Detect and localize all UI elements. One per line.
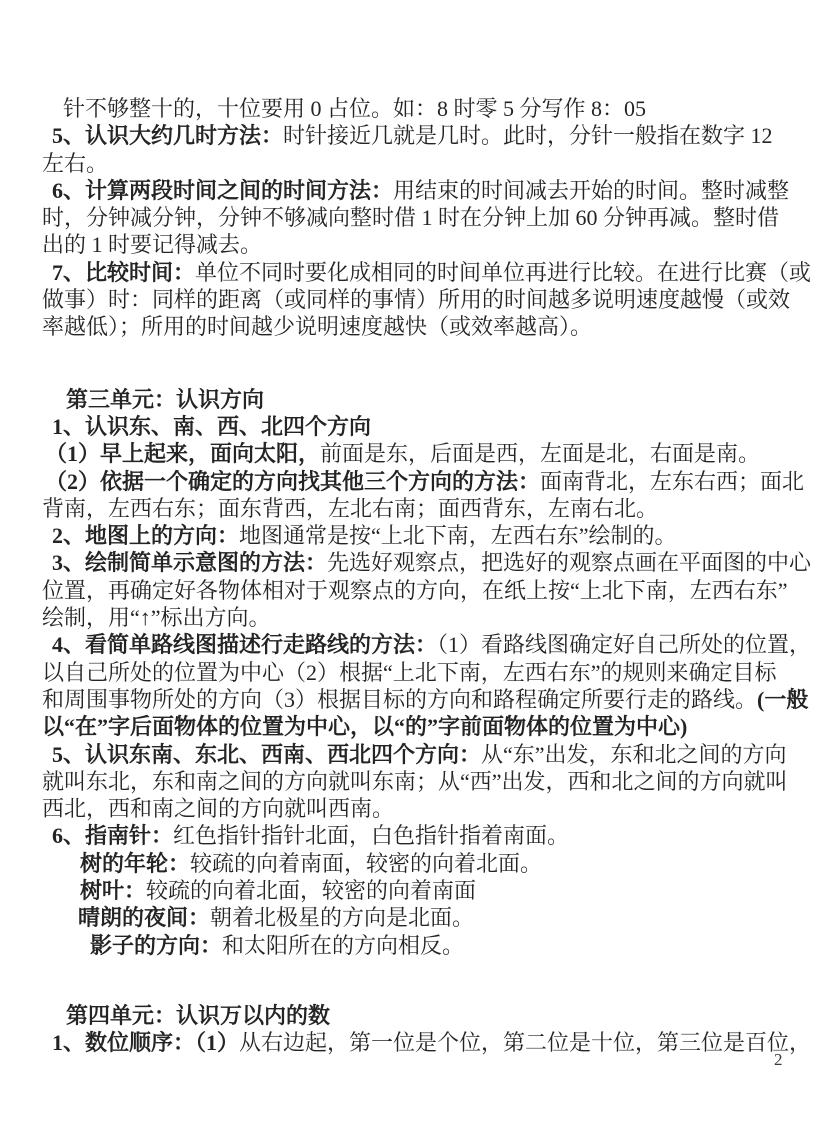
bold-text-segment: 3、绘制简单示意图的方法： <box>52 550 328 576</box>
section-gap <box>0 341 835 386</box>
text-segment: 用结束的时间减去开始的时间。整时减整 <box>393 177 790 203</box>
bold-text-segment: 6、计算两段时间之间的时间方法： <box>52 177 394 203</box>
text-segment: 出的 1 时要记得减去。 <box>42 232 263 258</box>
text-segment: 和周围事物所处的方向（3）根据目标的方向和路程确定所要行走的路线。 <box>42 686 758 712</box>
text-line <box>0 822 835 849</box>
text-segment: 前面是东，后面是西，左面是北，右面是南。 <box>320 441 761 467</box>
text-line <box>0 522 835 549</box>
text-line <box>0 231 835 258</box>
bold-text-segment: 以“在”字后面物体的位置为中心，以“的”字前面物体的位置为中心) <box>42 714 688 740</box>
text-line <box>0 122 835 149</box>
text-segment: 红色指针指针北面，白色指针指着南面。 <box>173 823 570 849</box>
text-segment: 朝着北极星的方向是北面。 <box>210 905 475 931</box>
text-segment: （1）看路线图确定好自己所处的位置， <box>437 632 812 658</box>
bold-text-segment: 7、比较时间： <box>52 259 196 285</box>
text-line <box>0 795 835 822</box>
text-segment: 时针接近几就是几时。此时，分针一般指在数字 12 <box>283 123 773 149</box>
text-segment: 西北，西和南之间的方向就叫西南。 <box>42 796 395 822</box>
text-segment: 较疏的向着北面，较密的向着南面 <box>146 878 477 904</box>
text-line <box>0 659 835 686</box>
bold-text-segment: 5、认识东南、东北、西南、西北四个方向： <box>52 741 482 767</box>
text-line <box>0 850 835 877</box>
text-segment: 先选好观察点，把选好的观察点画在平面图的中心 <box>327 550 812 576</box>
text-line <box>0 904 835 931</box>
text-segment: 率越低）；所用的时间越少说明速度越快（或效率越高）。 <box>42 314 593 340</box>
section-gap <box>0 959 835 1002</box>
bold-text-segment: 树的年轮： <box>80 850 191 876</box>
text-segment: 就叫东北，东和南之间的方向就叫东南；从“西”出发，西和北之间的方向就叫 <box>42 768 788 794</box>
bold-text-segment: 2、地图上的方向： <box>52 523 240 549</box>
page-number: 2 <box>774 1050 783 1069</box>
text-segment: 针不够整十的，十位要用 0 占位。如：8 时零 5 分写作 8：05 <box>63 96 647 121</box>
text-line <box>0 713 835 740</box>
text-line <box>0 686 835 713</box>
text-segment: 和太阳所在的方向相反。 <box>222 932 465 958</box>
text-line <box>0 604 835 631</box>
text-line <box>0 468 835 495</box>
bold-text-segment: 树叶： <box>80 878 147 904</box>
bold-text-segment: 5、认识大约几时方法： <box>52 123 284 149</box>
bold-text-segment: 6、指南针： <box>52 823 174 849</box>
text-line <box>0 259 835 286</box>
text-segment: 从“东”出发，东和北之间的方向 <box>481 741 787 767</box>
text-segment: 单位不同时要化成相同的时间单位再进行比较。在进行比赛（或 <box>195 259 812 285</box>
text-line <box>0 313 835 340</box>
bold-text-segment: 1、认识东、南、西、北四个方向 <box>52 413 372 439</box>
text-segment: 时，分钟减分钟，分钟不够减向整时借 1 时在分钟上加 60 分钟再减。整时借 <box>42 205 780 231</box>
bold-text-segment: 1、数位顺序：（1） <box>52 1030 240 1056</box>
text-line <box>0 204 835 231</box>
text-line <box>0 440 835 467</box>
text-line <box>0 413 835 440</box>
text-line <box>0 741 835 768</box>
document-content <box>0 95 835 1057</box>
text-segment: 面南背北，左东右西；面北 <box>540 468 805 494</box>
text-segment: 位置，再确定好各物体相对于观察点的方向，在纸上按“上北下南，左西右东” <box>42 577 788 603</box>
bold-text-segment: 影子的方向： <box>90 932 223 958</box>
text-line <box>0 286 835 313</box>
text-segment: 较疏的向着南面，较密的向着北面。 <box>190 850 543 876</box>
text-segment: 以自己所处的位置为中心（2）根据“上北下南，左西右东”的规则来确定目标 <box>42 659 777 685</box>
text-segment: 做事）时：同样的距离（或同样的事情）所用的时间越多说明速度越慢（或效 <box>42 287 791 313</box>
text-line <box>0 577 835 604</box>
text-line <box>0 177 835 204</box>
text-segment: 从右边起，第一位是个位，第二位是十位，第三位是百位， <box>239 1030 812 1056</box>
text-line <box>0 932 835 959</box>
bold-text-segment: 第四单元：认识万以内的数 <box>66 1002 331 1028</box>
text-segment: 背南，左西右东；面东背西，左北右南；面西背东，左南右北。 <box>42 495 659 521</box>
text-segment: 左右。 <box>42 150 109 176</box>
text-line <box>0 386 835 413</box>
bold-text-segment: 第三单元：认识方向 <box>66 386 265 412</box>
text-line <box>0 768 835 795</box>
text-line <box>0 549 835 576</box>
text-line <box>0 877 835 904</box>
text-line <box>0 631 835 658</box>
text-segment: 地图通常是按“上北下南，左西右东”绘制的。 <box>239 523 677 549</box>
bold-text-segment: （1）早上起来，面向太阳， <box>45 441 321 467</box>
text-line <box>0 1002 835 1029</box>
text-line <box>0 95 835 122</box>
text-segment: 绘制，用“↑”标出方向。 <box>42 605 271 631</box>
text-line <box>0 150 835 177</box>
text-line <box>0 495 835 522</box>
bold-text-segment: (一般 <box>757 686 809 712</box>
bold-text-segment: （2）依据一个确定的方向找其他三个方向的方法： <box>45 468 541 494</box>
bold-text-segment: 4、看简单路线图描述行走路线的方法： <box>52 632 438 658</box>
text-line <box>0 1029 835 1056</box>
bold-text-segment: 晴朗的夜间： <box>78 905 211 931</box>
